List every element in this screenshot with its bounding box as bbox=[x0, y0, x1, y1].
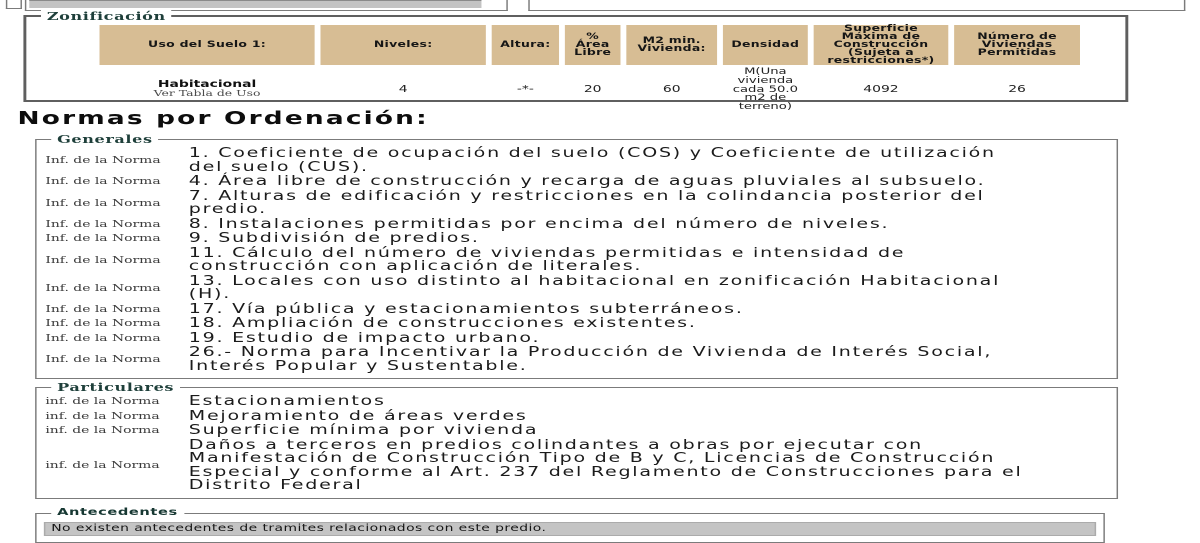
norm-info-link[interactable]: Inf. de la Norma bbox=[45, 155, 161, 166]
norm-row bbox=[37, 346, 1117, 373]
zonificacion-legend: Zonificación bbox=[41, 10, 172, 23]
norm-text: Estacionamientos bbox=[188, 394, 386, 409]
norm-text: 9. Subdivisión de predios. bbox=[188, 231, 480, 246]
norm-row bbox=[37, 275, 1117, 302]
densidad-value: M(Una vivienda cada 50.0 m2 de terreno) bbox=[732, 67, 798, 113]
norm-text: 18. Ampliación de construcciones existentes. bbox=[188, 316, 697, 331]
cell-m2-min-vivienda: 60 bbox=[662, 84, 681, 96]
norm-row bbox=[37, 395, 1117, 409]
antecedentes-message: No existen antecedentes de tramites relacionados con este predio. bbox=[44, 522, 1096, 536]
norm-row bbox=[37, 232, 1117, 246]
norm-row bbox=[37, 175, 1117, 189]
norm-info-link[interactable]: inf. de la Norma bbox=[45, 460, 160, 471]
cutoff-box-right bbox=[528, 0, 1185, 11]
norm-text: 13. Locales con uso distinto al habitacional en zonificación Habitacional (H). bbox=[188, 273, 1001, 302]
col-header-niveles: Niveles: bbox=[320, 25, 485, 65]
uso-del-suelo-value: Habitacional bbox=[157, 79, 257, 91]
col-header-densidad: Densidad bbox=[723, 25, 808, 65]
norm-text: 11. Cálculo del número de viviendas permitidas e intensidad de construcción con aplicación de literales. bbox=[188, 245, 906, 274]
norm-info-link[interactable]: Inf. de la Norma bbox=[45, 197, 161, 209]
particulares-legend: Particulares bbox=[51, 381, 180, 394]
norm-text: 8. Instalaciones permitidas por encima del número de niveles. bbox=[188, 216, 890, 232]
norm-info-link[interactable]: Inf. de la Norma bbox=[45, 332, 161, 344]
particulares-fieldset bbox=[35, 381, 1118, 499]
norm-text: 26.- Norma para Incentivar la Producción de Vivienda de Interés Social, Interés Popular y Sustentable. bbox=[188, 345, 993, 374]
norm-info-link[interactable]: Inf. de la Norma bbox=[45, 218, 161, 230]
norm-row bbox=[37, 317, 1117, 331]
generales-legend: Generales bbox=[51, 133, 158, 146]
cell-densidad bbox=[723, 68, 808, 112]
norm-info-link[interactable]: Inf. de la Norma bbox=[45, 254, 161, 266]
norm-info-link[interactable]: inf. de la Norma bbox=[45, 396, 160, 408]
norm-info-link[interactable]: Inf. de la Norma bbox=[45, 233, 161, 245]
col-header-superficie-maxima: Superficie Máxima de Construcción (Sujeta a restricciones*) bbox=[814, 25, 949, 65]
cell-uso-del-suelo bbox=[100, 68, 315, 112]
norm-text: Superficie mínima por vivienda bbox=[188, 423, 539, 438]
cell-numero-viviendas: 26 bbox=[1008, 84, 1026, 96]
top-cutoff-strip bbox=[0, 0, 1200, 12]
norm-info-link[interactable]: Inf. de la Norma bbox=[45, 282, 161, 294]
zonificacion-fieldset bbox=[23, 10, 1128, 113]
cell-altura: -*- bbox=[516, 84, 534, 96]
norm-row bbox=[37, 218, 1117, 232]
norm-text: 7. Alturas de edificación y restricciones en la colindancia posterior del predio. bbox=[188, 188, 985, 217]
col-header-m2-min-vivienda: M2 min. Vivienda: bbox=[626, 25, 717, 65]
normas-por-ordenacion-title: Normas por Ordenación: bbox=[17, 108, 429, 129]
norm-text: 17. Vía pública y estacionamientos subterráneos. bbox=[188, 301, 744, 317]
norm-info-link[interactable]: inf. de la Norma bbox=[45, 410, 160, 422]
norm-row bbox=[37, 424, 1117, 438]
col-header-altura: Altura: bbox=[492, 25, 559, 65]
norm-row bbox=[37, 190, 1117, 217]
norm-info-link[interactable]: Inf. de la Norma bbox=[45, 303, 161, 315]
cutoff-box-small bbox=[6, 0, 22, 9]
norm-row bbox=[37, 147, 1117, 174]
norm-text: 4. Área libre de construcción y recarga de aguas pluviales al subsuelo. bbox=[188, 174, 986, 189]
norm-row bbox=[37, 332, 1117, 346]
col-header-numero-viviendas: Número de Viviendas Permitidas bbox=[954, 25, 1080, 65]
norm-row bbox=[37, 439, 1117, 493]
norm-text: 19. Estudio de impacto urbano. bbox=[188, 330, 541, 346]
norm-text: Daños a terceros en predios colindantes a obras por ejecutar con Manifestación de Construcción Tipo de B y C, Licencias de Construcción Especial y conforme al Art. 237 del Reglamento de Construcciones para el Distrito Federal bbox=[188, 437, 1023, 493]
ver-tabla-de-uso-link[interactable]: Ver Tabla de Uso bbox=[153, 88, 261, 99]
zonificacion-table bbox=[100, 25, 1126, 112]
norm-text: Mejoramiento de áreas verdes bbox=[188, 408, 528, 424]
cell-area-libre: 20 bbox=[583, 84, 602, 96]
norm-row bbox=[37, 410, 1117, 424]
norm-info-link[interactable]: Inf. de la Norma bbox=[45, 354, 161, 365]
norm-text: 1. Coeficiente de ocupación del suelo (COS) y Coeficiente de utilización del suelo (CUS). bbox=[188, 146, 996, 175]
norm-info-link[interactable]: Inf. de la Norma bbox=[45, 176, 161, 188]
antecedentes-legend: Antecedentes bbox=[51, 507, 183, 518]
cutoff-gray-field bbox=[29, 0, 481, 8]
norm-row bbox=[37, 247, 1117, 274]
cell-superficie-maxima: 4092 bbox=[863, 84, 899, 96]
norm-info-link[interactable]: inf. de la Norma bbox=[45, 425, 160, 437]
norm-row bbox=[37, 303, 1117, 317]
antecedentes-fieldset bbox=[35, 506, 1105, 543]
generales-fieldset bbox=[35, 133, 1118, 379]
cell-niveles: 4 bbox=[398, 84, 408, 96]
norm-info-link[interactable]: Inf. de la Norma bbox=[45, 318, 161, 330]
col-header-area-libre: % Área Libre bbox=[565, 25, 621, 65]
col-header-uso-del-suelo: Uso del Suelo 1: bbox=[100, 25, 315, 65]
